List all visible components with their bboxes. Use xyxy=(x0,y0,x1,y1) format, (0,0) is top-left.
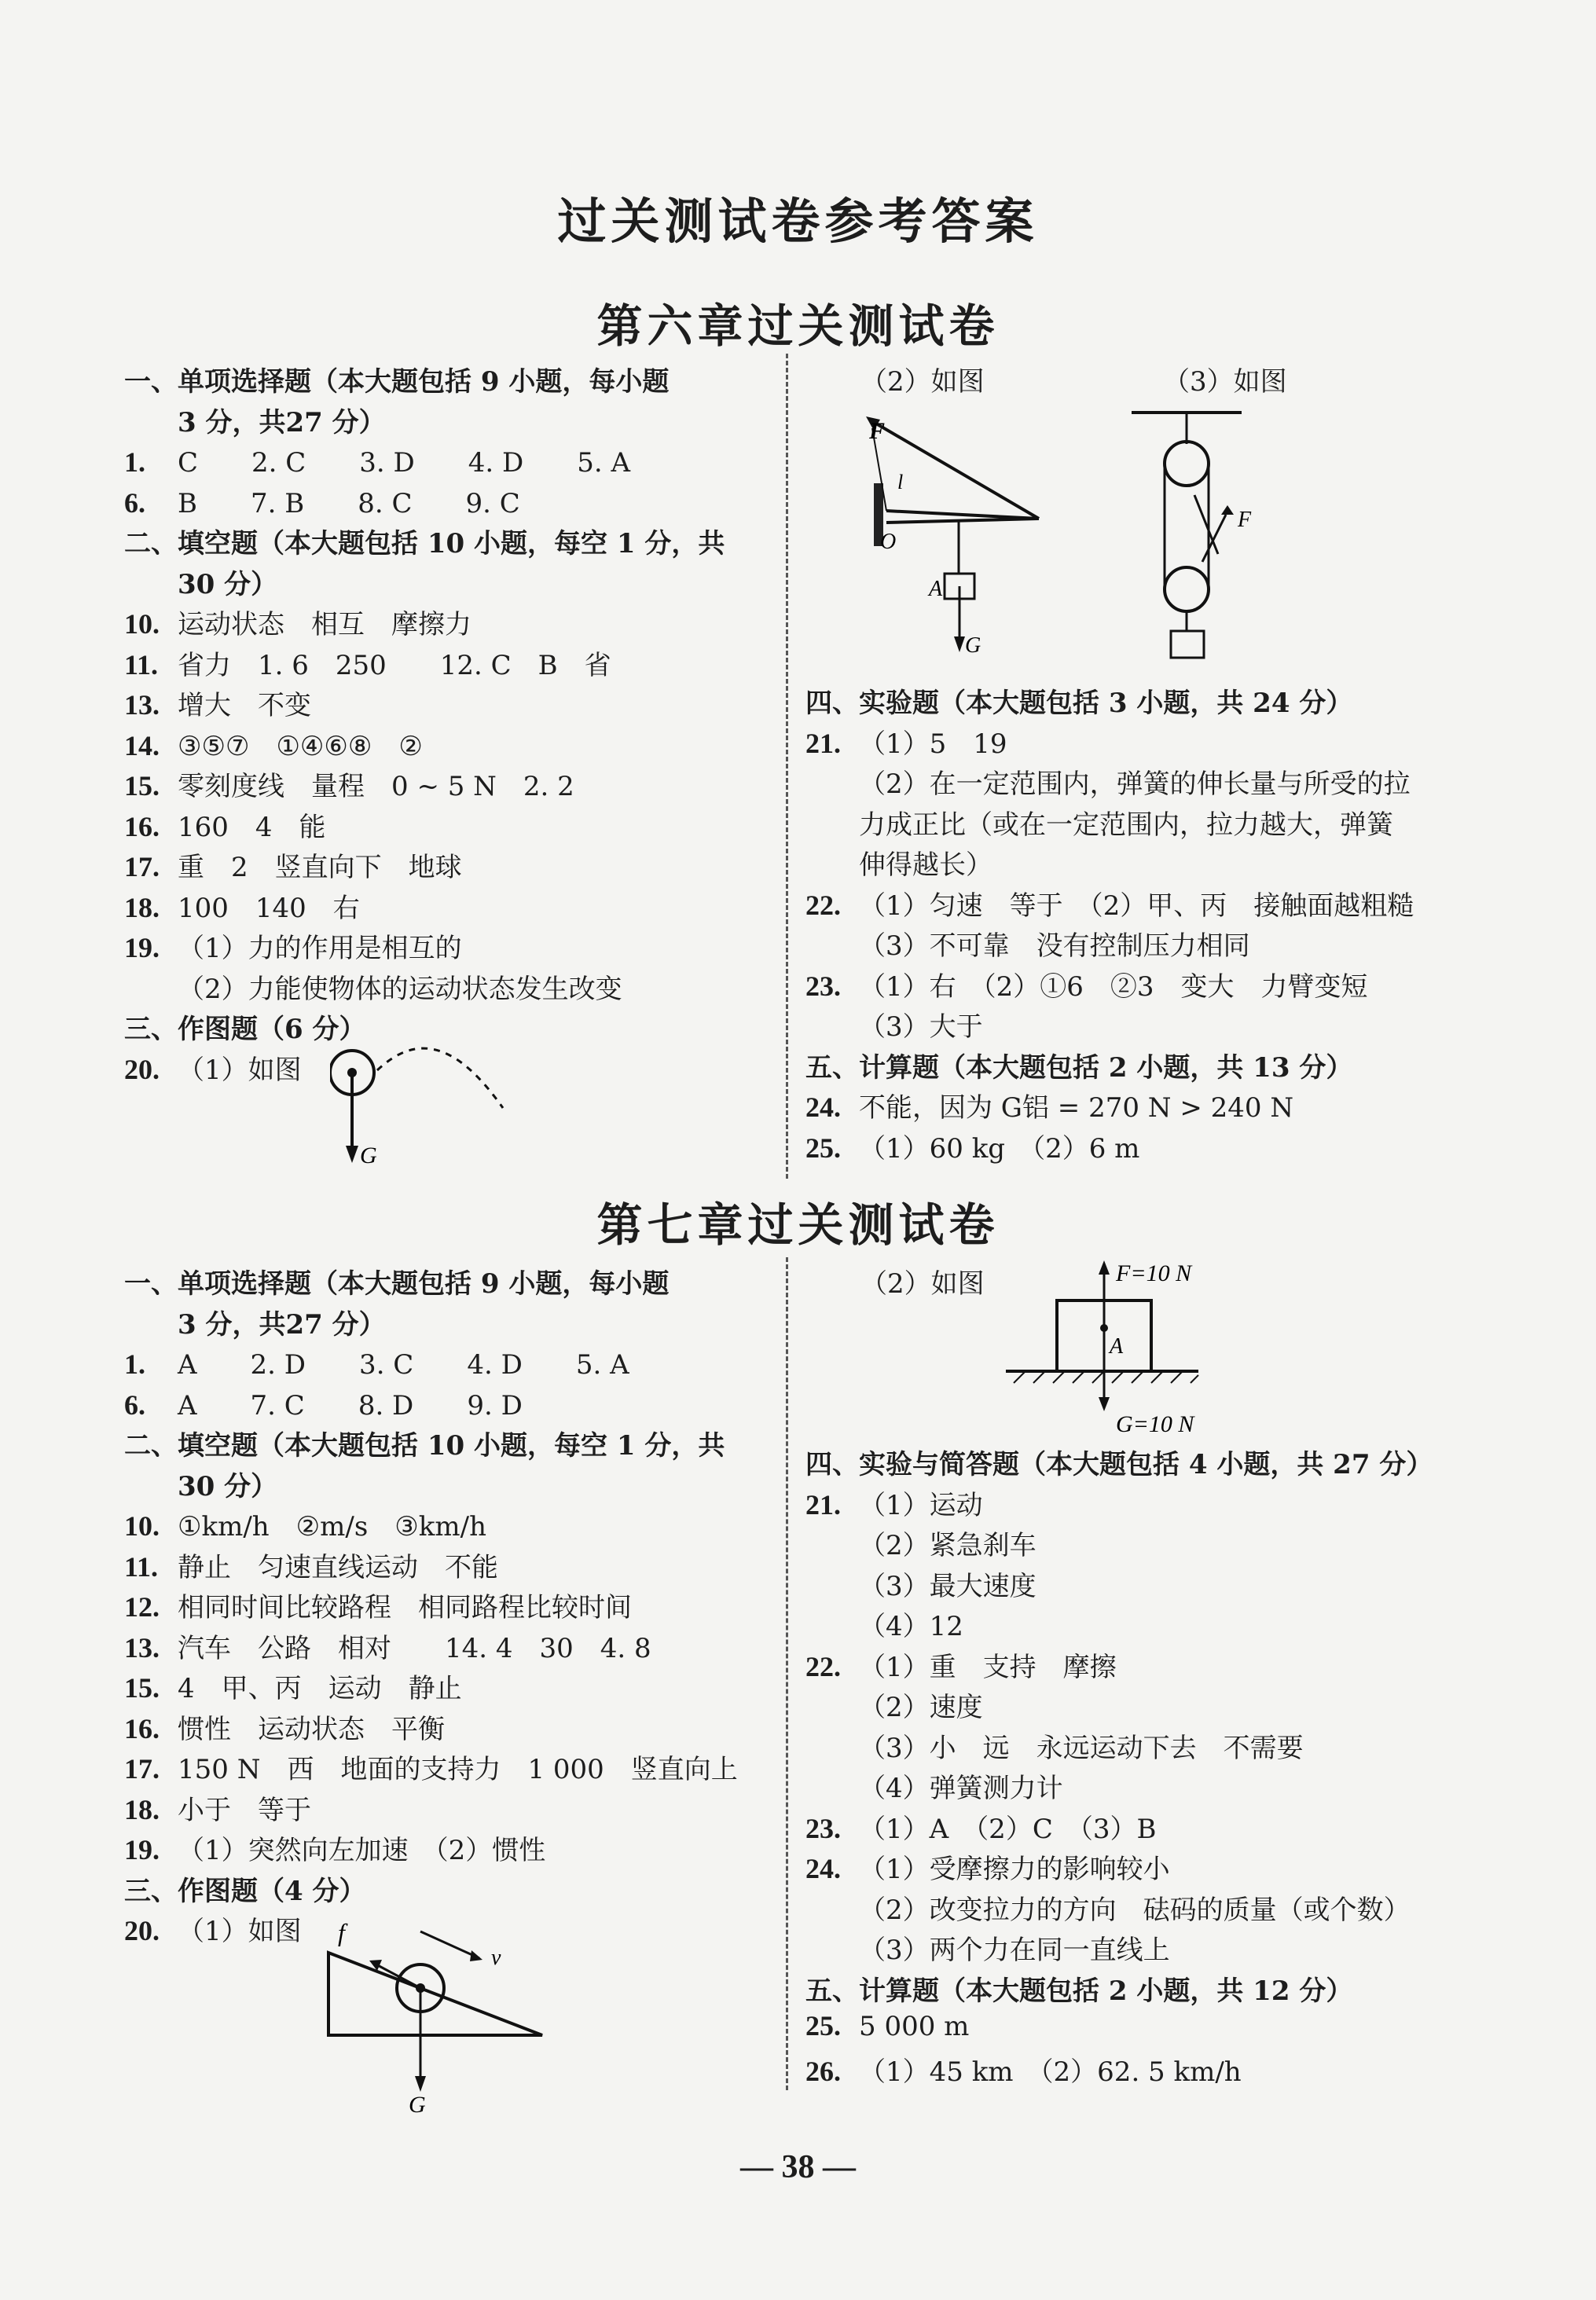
ch7-right-item-text: （2）紧急刹车 xyxy=(859,1530,1036,1561)
ch7-left-item-number: 13. xyxy=(124,1631,160,1664)
ch6-left-item-number: 20. xyxy=(124,1053,160,1085)
ch6-right-item-text: （1）60 kg （2）6 m xyxy=(859,1132,1140,1165)
ch6-fig3-pulley-upper xyxy=(1165,442,1209,486)
ch6-left-line xyxy=(124,441,630,479)
ch7-right-item-number: 24. xyxy=(805,1853,841,1884)
ch7-left-item-text: 静止 匀速直线运动 不能 xyxy=(178,1551,498,1583)
ch6-left-item-text: （2）力能使物体的运动状态发生改变 xyxy=(178,973,622,1005)
ch7-left-item-text: 小于 等于 xyxy=(178,1794,311,1826)
ch6-fig3-weight xyxy=(1171,631,1204,658)
ch6-left-item-text: 3 分，共27 分） xyxy=(178,406,386,438)
ch6-right-item-number: 五、 xyxy=(805,1051,859,1084)
ch6-right-item-text: （1）5 19 xyxy=(859,728,1007,760)
ch7-right-line xyxy=(805,1605,963,1643)
ch7-right-line xyxy=(805,1888,1411,1927)
ch7-figure-2-block xyxy=(998,1257,1234,1438)
ch6-right-line xyxy=(805,884,1414,923)
ch7-right-item-text: （2）速度 xyxy=(859,1692,983,1723)
ch6-left-item-number: 17. xyxy=(124,851,160,882)
ch7-right-item-number: 25. xyxy=(805,2010,841,2041)
ch6-right-line xyxy=(805,762,1411,801)
ch6-right-item-text: 实验题（本大题包括 3 小题，共 24 分） xyxy=(859,688,1353,719)
ch6-figure-1-ball xyxy=(330,1037,534,1179)
ch7-left-item-number: 15. xyxy=(124,1672,160,1704)
ch6-right-item-text: 不能，因为 G铝 = 270 N > 240 N xyxy=(859,1092,1294,1124)
ch6-left-item-number: 二、 xyxy=(124,528,178,559)
ch7-left-item-text: （1）突然向左加速 （2）惯性 xyxy=(178,1835,546,1866)
ch7-left-line xyxy=(124,1384,523,1422)
ch6-right-line xyxy=(805,803,1393,842)
ch7-left-line xyxy=(124,1909,302,1948)
ch7-left-item-text: ①km/h ②m/s ③km/h xyxy=(178,1511,486,1543)
ch6-right-item-text: 力成正比（或在一定范围内，拉力越大，弹簧 xyxy=(859,809,1393,841)
ch7-left-line xyxy=(124,1505,486,1543)
ch6-left-item-number: 18. xyxy=(124,891,160,923)
ch7-fig2-ground-hatch xyxy=(1014,1371,1198,1383)
ch6-left-item-text: 填空题（本大题包括 10 小题，每空 1 分，共 xyxy=(178,528,725,559)
ch6-right-item-number: 24. xyxy=(805,1091,841,1123)
ch6-right-item-number: 22. xyxy=(805,889,841,921)
page-title: 过关测试卷参考答案 xyxy=(557,193,1039,250)
ch7-fig2-label-a: A xyxy=(1110,1334,1124,1359)
ch7-left-item-number: 6. xyxy=(124,1388,145,1421)
ch7-left-item-text: 150 N 西 地面的支持力 1 000 竖直向上 xyxy=(178,1754,738,1785)
ch7-right-item-text: （4）弹簧测力计 xyxy=(859,1773,1063,1804)
ch6-right-line xyxy=(805,965,1368,1003)
ch6-fig3-label-f: F xyxy=(1238,508,1252,532)
ch7-left-line xyxy=(124,1748,738,1786)
ch6-right-line xyxy=(805,681,1352,720)
ch6-fig2-lever-bottom xyxy=(886,519,1039,523)
ch6-right-item-text: （3）大于 xyxy=(859,1011,983,1043)
ch7-left-item-text: 作图题（4 分） xyxy=(178,1875,366,1907)
ch6-left-item-number: 1. xyxy=(124,446,145,478)
ch6-left-item-number: 6. xyxy=(124,486,145,519)
ch7-right-item-number: 22. xyxy=(805,1650,841,1682)
ch7-right-item-text: （3）小 远 永远运动下去 不需要 xyxy=(859,1732,1304,1764)
ch7-left-item-number: 10. xyxy=(124,1510,160,1542)
ch6-left-line xyxy=(124,482,520,520)
ch7-right-item-text: （1）重 支持 摩擦 xyxy=(859,1651,1117,1683)
ch6-left-item-text: （1）如图 xyxy=(178,1054,302,1086)
ch6-right-item-text: （1）右 （2）①6 ②3 变大 力臂变短 xyxy=(859,970,1368,1003)
ch6-left-item-text: ③⑤⑦ ①④⑥⑧ ② xyxy=(178,730,423,762)
ch6-left-item-text: 重 2 竖直向下 地球 xyxy=(178,852,462,883)
ch6-right-line xyxy=(805,1005,983,1044)
ch6-figure-3-pulley xyxy=(1124,397,1297,664)
ch7-left-line xyxy=(124,1667,462,1705)
ch7-left-line xyxy=(124,1627,651,1665)
chapter-6-title: 第六章过关测试卷 xyxy=(596,299,1000,353)
ch6-fig2-lever-top xyxy=(886,511,1039,519)
ch7-right-item-text: 实验与简答题（本大题包括 4 小题，共 27 分） xyxy=(859,1449,1433,1480)
ch7-left-item-number: 11. xyxy=(124,1550,159,1583)
ch6-left-line xyxy=(124,765,574,803)
ch7-left-line xyxy=(124,1586,632,1624)
ch6-left-item-text: B 7. B 8. C 9. C xyxy=(178,487,520,519)
ch7-right-item-text: （2）改变拉力的方向 砝码的质量（或个数） xyxy=(859,1894,1411,1926)
ch6-fig3-label: （3）如图 xyxy=(1163,366,1287,398)
ch6-left-item-number: 一、 xyxy=(124,366,178,398)
ch7-left-line xyxy=(124,1708,445,1746)
ch7-right-item-number: 23. xyxy=(805,1812,841,1844)
ch6-right-line xyxy=(805,924,1250,963)
ch7-right-line xyxy=(805,2009,969,2042)
ch6-fig2-label-f: F xyxy=(869,418,886,444)
ch6-fig1-label-g: G xyxy=(360,1143,377,1168)
ch6-left-line xyxy=(124,360,669,398)
ch6-right-item-text: 伸得越长） xyxy=(859,849,992,881)
ch7-left-item-number: 二、 xyxy=(124,1430,178,1462)
ch7-left-item-number: 一、 xyxy=(124,1268,178,1300)
ch6-right-line xyxy=(805,1127,1139,1165)
ch6-left-item-text: C 2. C 3. D 4. D 5. A xyxy=(178,447,631,479)
ch7-left-item-number: 20. xyxy=(124,1915,160,1946)
ch7-left-item-text: 30 分） xyxy=(178,1470,278,1502)
ch6-left-line xyxy=(124,644,611,682)
ch6-right-line xyxy=(805,843,992,882)
chapter-7-title: 第七章过关测试卷 xyxy=(596,1198,1000,1252)
ch6-left-line xyxy=(124,401,386,439)
ch7-right-line xyxy=(805,1847,1170,1886)
ch7-right-line xyxy=(805,1645,1117,1684)
ch7-left-item-text: A 7. C 8. D 9. D xyxy=(178,1389,523,1421)
ch7-right-item-text: （1）运动 xyxy=(859,1489,983,1521)
ch6-fig3-force-arrowhead xyxy=(1221,505,1234,515)
ch6-left-item-text: 作图题（6 分） xyxy=(178,1014,366,1045)
ch6-right-item-text: （1）匀速 等于 （2）甲、丙 接触面越粗糙 xyxy=(859,890,1414,922)
ch6-fig2-label-a: A xyxy=(929,577,943,601)
ch7-right-item-text: （1）受摩擦力的影响较小 xyxy=(859,1854,1170,1885)
ch6-left-item-number: 19. xyxy=(124,932,160,963)
ch6-fig1-gravity-arrowhead xyxy=(346,1146,358,1163)
ch7-right-line xyxy=(805,1484,983,1522)
ch6-left-line xyxy=(124,967,622,1006)
ch6-left-item-text: 160 4 能 xyxy=(178,811,326,843)
ch7-left-item-text: 填空题（本大题包括 10 小题，每空 1 分，共 xyxy=(178,1430,725,1462)
ch7-left-item-number: 18. xyxy=(124,1793,160,1825)
ch6-right-item-number: 21. xyxy=(805,727,841,759)
ch7-left-item-number: 三、 xyxy=(124,1875,178,1907)
ch7-left-line xyxy=(124,1262,669,1300)
ch6-left-item-number: 14. xyxy=(124,729,160,761)
ch6-left-line xyxy=(124,1048,302,1087)
ch7-left-item-text: A 2. D 3. C 4. D 5. A xyxy=(178,1349,629,1381)
ch6-fig2-label: （2）如图 xyxy=(860,366,985,398)
ch7-fig1-incline xyxy=(328,1953,542,2035)
ch6-right-line xyxy=(805,1086,1293,1124)
ch7-figure-1-incline xyxy=(314,1909,574,2114)
ch7-left-item-number: 12. xyxy=(124,1591,160,1623)
ch6-right-item-number: 四、 xyxy=(805,688,859,719)
ch6-left-item-number: 13. xyxy=(124,689,160,721)
ch6-left-item-text: 省力 1. 6 250 12. C B 省 xyxy=(178,649,611,681)
ch7-right-item-text: （1）45 km （2）62. 5 km/h xyxy=(859,2056,1242,2088)
ch7-fig1-gravity-arrowhead xyxy=(415,2076,426,2092)
ch6-fig2-label-g: G xyxy=(965,633,981,658)
ch7-left-item-text: 单项选择题（本大题包括 9 小题，每小题 xyxy=(178,1268,670,1300)
ch6-left-item-number: 10. xyxy=(124,608,160,640)
ch7-left-item-number: 16. xyxy=(124,1712,160,1744)
ch7-left-item-text: 惯性 运动状态 平衡 xyxy=(178,1713,445,1745)
ch6-left-item-text: 单项选择题（本大题包括 9 小题，每小题 xyxy=(178,366,670,398)
page-number: — 38 — xyxy=(740,2149,856,2185)
ch7-right-item-text: （4）12 xyxy=(859,1611,963,1642)
ch6-right-item-text: 计算题（本大题包括 2 小题，共 13 分） xyxy=(859,1051,1353,1084)
ch7-fig2-label-g: G=10 N xyxy=(1116,1411,1194,1437)
ch6-right-line xyxy=(805,722,1007,761)
ch7-fig2-gravity-arrowhead xyxy=(1099,1397,1110,1411)
ch7-right-line xyxy=(805,1524,1036,1562)
ch7-right-line xyxy=(805,1443,1433,1481)
ch6-fig2-gravity-arrowhead xyxy=(954,636,965,652)
ch6-left-line xyxy=(124,563,277,601)
column-divider-ch6 xyxy=(786,354,788,1179)
ch7-right-line xyxy=(805,1807,1156,1846)
ch7-left-line xyxy=(124,1424,725,1462)
ch6-left-line xyxy=(124,926,462,965)
ch7-left-line xyxy=(124,1788,311,1827)
ch7-fig2-label: （2）如图 xyxy=(860,1268,985,1300)
ch7-right-item-text: 5 000 m xyxy=(859,2011,970,2042)
ch7-left-item-number: 19. xyxy=(124,1834,160,1865)
ch7-fig1-velocity-arrowhead xyxy=(470,1950,482,1961)
ch6-left-line xyxy=(124,684,311,722)
ch6-right-item-number: 25. xyxy=(805,1132,841,1164)
ch7-fig1-label-v: v xyxy=(491,1946,501,1970)
ch6-right-item-number: 23. xyxy=(805,970,841,1002)
ch7-fig1-velocity-arrow xyxy=(420,1931,479,1958)
ch7-right-item-text: （3）两个力在同一直线上 xyxy=(859,1935,1170,1966)
ch7-left-line xyxy=(124,1303,386,1341)
ch6-left-line xyxy=(124,846,462,884)
ch7-left-item-text: 4 甲、丙 运动 静止 xyxy=(178,1673,462,1704)
ch7-right-line xyxy=(805,1969,1352,2008)
ch6-left-line xyxy=(124,522,725,560)
ch7-left-item-number: 17. xyxy=(124,1753,160,1785)
ch6-fig3-rope-free xyxy=(1194,495,1218,554)
ch6-left-item-text: 30 分） xyxy=(178,568,278,600)
ch6-fig2-label-o: O xyxy=(880,530,897,554)
ch7-right-item-number: 21. xyxy=(805,1488,841,1520)
ch7-left-item-text: （1）如图 xyxy=(178,1916,302,1947)
ch6-left-item-text: 增大 不变 xyxy=(178,690,311,721)
ch7-left-line xyxy=(124,1343,629,1381)
ch7-left-line xyxy=(124,1869,366,1908)
ch7-right-item-text: （1）A （2）C （3）B xyxy=(859,1813,1157,1845)
ch7-left-item-text: 3 分，共27 分） xyxy=(178,1308,386,1341)
ch6-fig1-trajectory xyxy=(377,1048,503,1108)
ch6-fig2-label-l: l xyxy=(897,471,904,493)
ch7-left-line xyxy=(124,1546,498,1584)
ch6-left-item-number: 16. xyxy=(124,810,160,842)
ch7-left-line xyxy=(124,1829,545,1867)
ch7-left-item-text: 汽车 公路 相对 14. 4 30 4. 8 xyxy=(178,1632,651,1664)
ch7-right-item-number: 五、 xyxy=(805,1975,859,2007)
ch7-fig2-label-f: F=10 N xyxy=(1116,1260,1192,1286)
ch7-fig2-force-arrowhead xyxy=(1099,1260,1110,1275)
column-divider-ch7 xyxy=(786,1257,788,2090)
ch7-left-item-number: 1. xyxy=(124,1348,145,1380)
ch6-left-line xyxy=(124,886,360,925)
ch6-figure-2-lever xyxy=(857,409,1053,660)
ch6-left-line xyxy=(124,805,326,844)
ch6-left-item-number: 三、 xyxy=(124,1014,178,1045)
ch6-left-item-text: （1）力的作用是相互的 xyxy=(178,933,462,964)
ch6-left-item-text: 运动状态 相互 摩擦力 xyxy=(178,609,471,640)
ch6-right-line xyxy=(805,1046,1352,1084)
ch7-right-line xyxy=(805,1565,1036,1603)
ch6-left-item-number: 15. xyxy=(124,770,160,802)
ch7-right-item-number: 四、 xyxy=(805,1449,859,1480)
ch6-left-item-number: 11. xyxy=(124,648,159,680)
ch7-left-line xyxy=(124,1465,277,1503)
ch6-left-item-text: 100 140 右 xyxy=(178,892,360,924)
ch7-right-item-text: 计算题（本大题包括 2 小题，共 12 分） xyxy=(859,1975,1353,2007)
ch7-right-line xyxy=(805,1686,983,1724)
ch7-right-line xyxy=(805,1726,1304,1765)
ch7-right-line xyxy=(805,2050,1242,2089)
ch6-left-line xyxy=(124,724,423,763)
ch7-fig1-label-f: f xyxy=(338,1918,345,1946)
ch7-right-item-text: （3）最大速度 xyxy=(859,1570,1036,1602)
ch7-right-line xyxy=(805,1928,1170,1967)
ch7-right-line xyxy=(805,1766,1063,1805)
ch6-right-item-text: （2）在一定范围内，弹簧的伸长量与所受的拉 xyxy=(859,769,1411,800)
ch6-left-item-text: 零刻度线 量程 0 ~ 5 N 2. 2 xyxy=(178,771,574,802)
ch6-right-item-text: （3）不可靠 没有控制压力相同 xyxy=(859,930,1250,962)
ch6-fig2-pull-line xyxy=(871,420,1039,519)
ch7-right-item-number: 26. xyxy=(805,2055,841,2087)
ch6-fig3-pulley-lower xyxy=(1165,567,1209,611)
ch7-fig1-label-g: G xyxy=(409,2092,426,2114)
ch7-left-item-text: 相同时间比较路程 相同路程比较时间 xyxy=(178,1592,632,1623)
ch6-left-line xyxy=(124,603,471,641)
